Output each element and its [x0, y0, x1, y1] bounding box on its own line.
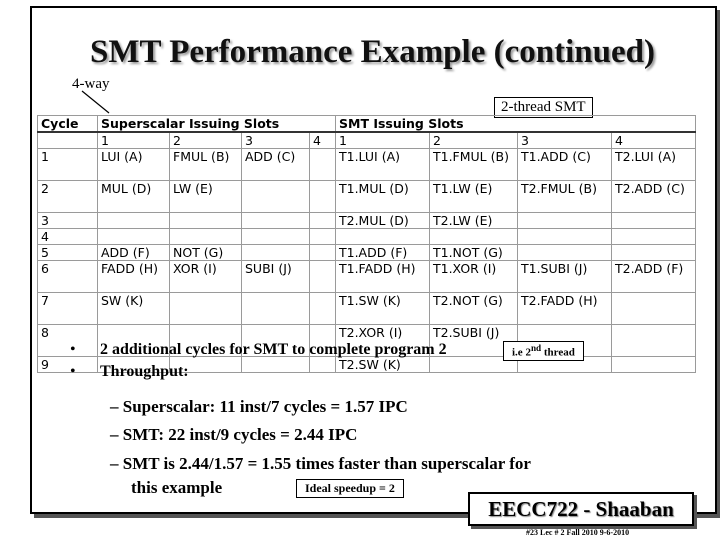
- smt-slot-cell-text: T1.SUBI (J): [521, 261, 588, 276]
- superscalar-slot-cell-text: ADD (F): [101, 245, 150, 260]
- slot-number: 2: [170, 132, 242, 149]
- bullet-marker: •: [70, 341, 76, 358]
- superscalar-slot-cell: [310, 213, 336, 229]
- cycle-cell: [38, 229, 98, 245]
- ideal-speedup-note: Ideal speedup = 2: [296, 479, 404, 498]
- smt-slot-cell: [612, 213, 696, 229]
- superscalar-header: Superscalar Issuing Slots: [98, 116, 336, 133]
- smt-slot-cell: [336, 245, 430, 261]
- cycle-cell: [38, 245, 98, 261]
- smt-slot-cell-text: T1.LUI (A): [339, 149, 401, 164]
- smt-slot-cell-text: T1.SW (K): [339, 293, 401, 308]
- superscalar-slot-cell: [170, 261, 242, 293]
- bullet-text: Throughput:: [100, 363, 189, 380]
- table-row: [38, 245, 696, 261]
- cycle-cell-text: 8: [41, 325, 49, 340]
- sub-bullet-continuation: this example: [131, 478, 223, 497]
- superscalar-slot-cell: [170, 149, 242, 181]
- superscalar-slot-cell-text: MUL (D): [101, 181, 152, 196]
- sub-bullet-smt: – SMT: 22 inst/9 cycles = 2.44 IPC: [110, 425, 358, 444]
- smt-slot-cell: [430, 213, 518, 229]
- smt-slot-cell: [430, 261, 518, 293]
- superscalar-slot-cell: [310, 181, 336, 213]
- smt-slot-cell: [430, 149, 518, 181]
- sub-bullet-superscalar: – Superscalar: 11 inst/7 cycles = 1.57 IPC: [110, 397, 408, 416]
- cycle-cell: [38, 181, 98, 213]
- superscalar-slot-cell: [242, 213, 310, 229]
- superscalar-slot-cell: [242, 245, 310, 261]
- pointer-line: [80, 89, 112, 115]
- superscalar-slot-cell-text: SW (K): [101, 293, 144, 308]
- cycle-cell-text: 5: [41, 245, 49, 260]
- smt-slot-cell: [336, 261, 430, 293]
- ie-note-sup: nd: [530, 343, 542, 353]
- smt-slot-cell-text: T2.NOT (G): [433, 293, 503, 308]
- ie-note-prefix: i.e 2: [512, 346, 531, 359]
- table-row: [38, 213, 696, 229]
- smt-slot-cell: [518, 181, 612, 213]
- cycle-cell-text: 3: [41, 213, 49, 228]
- issuing-slots-table: [37, 115, 696, 373]
- superscalar-slot-cell: [170, 181, 242, 213]
- superscalar-slot-cell: [98, 149, 170, 181]
- smt-slot-cell: [518, 149, 612, 181]
- smt-slot-cell-text: T1.NOT (G): [433, 245, 503, 260]
- cycle-cell-text: 9: [41, 357, 49, 372]
- smt-slot-cell: [518, 213, 612, 229]
- cycle-cell-text: 7: [41, 293, 49, 308]
- superscalar-slot-cell: [170, 229, 242, 245]
- smt-slot-cell: [430, 245, 518, 261]
- superscalar-slot-cell: [310, 149, 336, 181]
- smt-slot-cell-text: T1.XOR (I): [433, 261, 497, 276]
- sub-bullet-speedup: – SMT is 2.44/1.57 = 1.55 times faster than superscalar for: [110, 454, 531, 473]
- superscalar-slot-cell: [242, 261, 310, 293]
- smt-slot-cell: [430, 181, 518, 213]
- superscalar-slot-cell: [98, 213, 170, 229]
- slot-number: 2: [430, 132, 518, 149]
- superscalar-slot-cell: [98, 181, 170, 213]
- smt-slot-cell-text: T2.SUBI (J): [433, 325, 500, 340]
- cycle-cell-text: 6: [41, 261, 49, 276]
- table-row: [38, 261, 696, 293]
- smt-slot-cell: [612, 229, 696, 245]
- bullet-marker: •: [70, 363, 76, 380]
- superscalar-slot-cell: [98, 229, 170, 245]
- smt-slot-cell: [612, 261, 696, 293]
- smt-slot-cell: [430, 229, 518, 245]
- smt-slot-cell-text: T1.MUL (D): [339, 181, 409, 196]
- slot-number: 1: [336, 132, 430, 149]
- smt-slot-cell-text: T2.MUL (D): [339, 213, 409, 228]
- table-row: [38, 229, 696, 245]
- smt-slot-cell-text: T2.LW (E): [433, 213, 493, 228]
- table-row: [38, 149, 696, 181]
- table-row: [38, 293, 696, 325]
- superscalar-slot-cell: [170, 245, 242, 261]
- superscalar-slot-cell: [242, 229, 310, 245]
- cycle-cell: [38, 325, 98, 357]
- smt-slot-cell-text: T1.FMUL (B): [433, 149, 509, 164]
- bullet-text: 2 additional cycles for SMT to complete program 2: [100, 341, 447, 358]
- smt-slot-cell-text: T2.ADD (C): [615, 181, 685, 196]
- smt-slot-cell: [518, 229, 612, 245]
- cycle-cell-text: 2: [41, 181, 49, 196]
- smt-slot-cell-text: T2.LUI (A): [615, 149, 677, 164]
- slot-number: 1: [98, 132, 170, 149]
- slot-number: 4: [310, 132, 336, 149]
- smt-slot-cell: [336, 293, 430, 325]
- superscalar-slot-cell-text: ADD (C): [245, 149, 296, 164]
- smt-slot-cell: [612, 181, 696, 213]
- table-row: [38, 181, 696, 213]
- table-header-row: [38, 116, 696, 133]
- smt-slot-cell-text: T2.FADD (H): [521, 293, 598, 308]
- cycle-header: Cycle: [38, 116, 98, 133]
- ie-note-suffix: thread: [541, 346, 575, 359]
- slot-number-row: [38, 132, 696, 149]
- smt-slot-cell: [518, 293, 612, 325]
- smt-slot-cell: [336, 181, 430, 213]
- smt-header: SMT Issuing Slots: [336, 116, 696, 133]
- cycle-cell-text: 1: [41, 149, 49, 164]
- smt-slot-cell: [612, 245, 696, 261]
- superscalar-slot-cell-text: NOT (G): [173, 245, 224, 260]
- superscalar-slot-cell: [242, 181, 310, 213]
- smt-slot-cell: [612, 357, 696, 373]
- smt-slot-cell: [336, 229, 430, 245]
- superscalar-slot-cell: [242, 293, 310, 325]
- smt-slot-cell-text: T1.LW (E): [433, 181, 493, 196]
- superscalar-slot-cell: [310, 229, 336, 245]
- slide-footer: #23 Lec # 2 Fall 2010 9-6-2010: [526, 528, 630, 537]
- smt-slot-cell: [430, 293, 518, 325]
- cycle-cell: [38, 293, 98, 325]
- smt-slot-cell-text: T2.SW (K): [339, 357, 401, 372]
- smt-slot-cell-text: T2.FMUL (B): [521, 181, 597, 196]
- superscalar-slot-cell: [310, 245, 336, 261]
- cycle-cell-text: 4: [41, 229, 49, 244]
- superscalar-slot-cell: [310, 261, 336, 293]
- course-label: EECC722 - Shaaban: [468, 492, 694, 526]
- superscalar-slot-cell-text: SUBI (J): [245, 261, 292, 276]
- smt-slot-cell-text: T1.ADD (F): [339, 245, 408, 260]
- superscalar-slot-cell: [170, 213, 242, 229]
- slot-number-blank: [38, 132, 98, 149]
- smt-slot-cell: [612, 293, 696, 325]
- superscalar-slot-cell-text: XOR (I): [173, 261, 217, 276]
- superscalar-slot-cell: [310, 293, 336, 325]
- cycle-cell: [38, 149, 98, 181]
- smt-slot-cell: [336, 213, 430, 229]
- cycle-cell: [38, 357, 98, 373]
- superscalar-slot-cell: [98, 293, 170, 325]
- smt-slot-cell: [336, 149, 430, 181]
- superscalar-slot-cell: [98, 261, 170, 293]
- smt-slot-cell-text: T2.XOR (I): [339, 325, 403, 340]
- smt-slot-cell-text: T1.FADD (H): [339, 261, 416, 276]
- smt-slot-cell: [612, 325, 696, 357]
- superscalar-slot-cell: [170, 293, 242, 325]
- smt-slot-cell: [518, 245, 612, 261]
- superscalar-slot-cell-text: LUI (A): [101, 149, 143, 164]
- superscalar-slot-cell-text: LW (E): [173, 181, 213, 196]
- smt-slot-cell-text: T1.ADD (C): [521, 149, 591, 164]
- superscalar-slot-cell-text: FMUL (B): [173, 149, 230, 164]
- smt-slot-cell: [612, 149, 696, 181]
- slot-number: 4: [612, 132, 696, 149]
- smt-slot-cell-text: T2.ADD (F): [615, 261, 684, 276]
- cycle-cell: [38, 213, 98, 229]
- slide-title: SMT Performance Example (continued): [90, 34, 655, 70]
- ie-second-thread-note: [503, 341, 584, 361]
- smt-slot-cell: [518, 261, 612, 293]
- superscalar-slot-cell: [242, 149, 310, 181]
- superscalar-slot-cell-text: FADD (H): [101, 261, 158, 276]
- four-way-label: 4-way: [72, 76, 110, 92]
- two-thread-smt-label: 2-thread SMT: [494, 97, 593, 118]
- cycle-cell: [38, 261, 98, 293]
- slot-number: 3: [242, 132, 310, 149]
- superscalar-slot-cell: [98, 245, 170, 261]
- slot-number: 3: [518, 132, 612, 149]
